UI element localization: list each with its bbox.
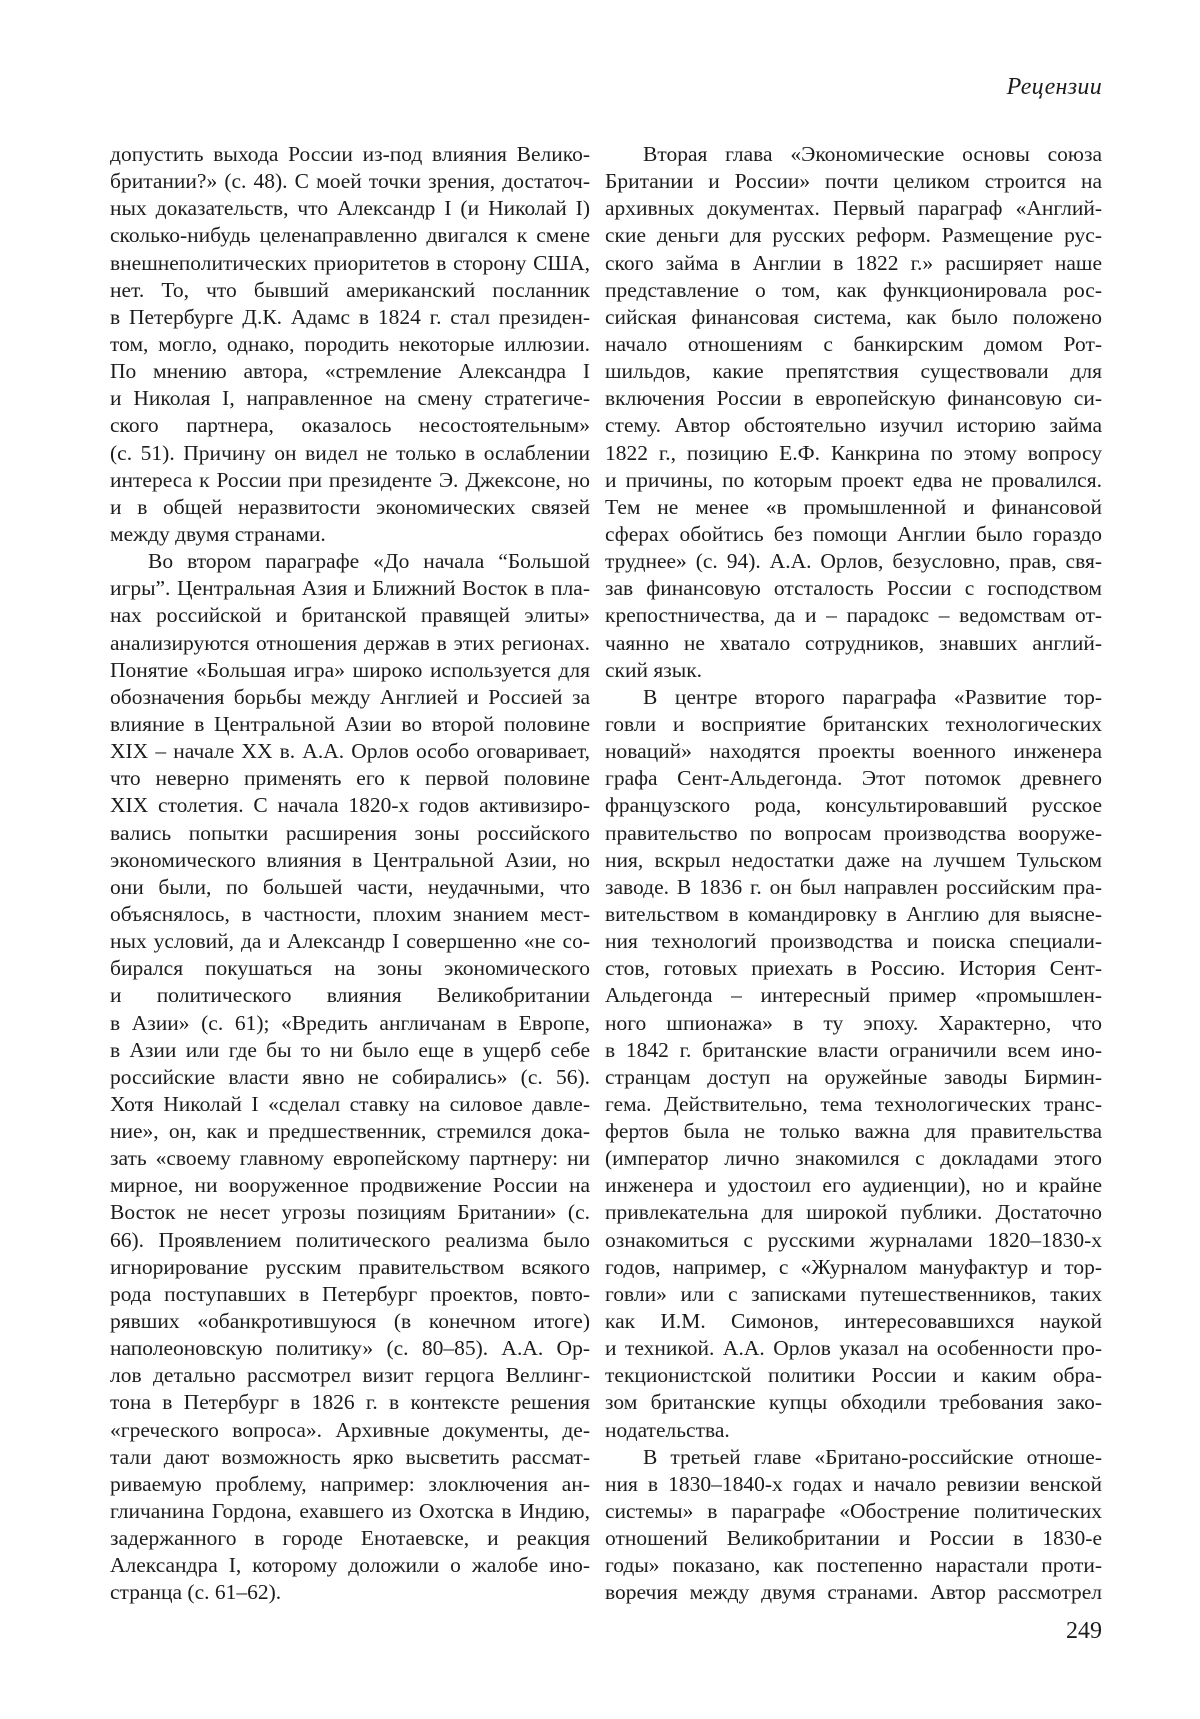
text-line: мирное, ни вооруженное продвижение России на <box>110 1173 590 1198</box>
text-line: отношений Великобритании и России в 1830-е <box>605 1526 1102 1551</box>
text-line: нах российской и британской правящей элиты» <box>110 603 590 628</box>
text-line: ского займа в Англии в 1822 г.» расширяет наше <box>605 250 1102 275</box>
text-line: что неверно применять его к первой половине <box>110 766 590 791</box>
text-line: британии?» (с. 48). С моей точки зрения, достаточ- <box>110 169 590 194</box>
text-line: (император лично знакомился с докладами этого <box>605 1146 1102 1171</box>
text-line: обозначения борьбы между Англией и Россией за <box>110 684 590 709</box>
text-line: архивных документах. Первый параграф «Англий- <box>605 196 1102 221</box>
text-line: вались попытки расширения зоны российского <box>110 820 590 845</box>
text-line: представление о том, как функционировала рос- <box>605 277 1102 302</box>
text-line: и в общей неразвитости экономических связей <box>110 494 590 519</box>
text-line: включения России в европейскую финансовую си- <box>605 386 1102 411</box>
text-line: они были, по большей части, неудачными, что <box>110 874 590 899</box>
text-line: ных условий, да и Александр I совершенно «не со- <box>110 929 590 954</box>
text-line: 1822 г., позицию Е.Ф. Канкрина по этому вопросу <box>605 440 1102 465</box>
text-line: графа Сент-Альдегонда. Этот потомок древнего <box>605 766 1102 791</box>
text-line: зом британские купцы обходили требования зако- <box>605 1390 1102 1415</box>
text-line: фертов была не только важна для правительства <box>605 1119 1102 1144</box>
text-line: Вторая глава «Экономические основы союза <box>643 142 1102 166</box>
text-line: нет. То, что бывший американский посланник <box>110 277 590 302</box>
text-line: воречия между двумя странами. Автор рассмотрел <box>605 1580 1102 1605</box>
text-line: гличанина Гордона, ехавшего из Охотска в Индию, <box>110 1499 590 1524</box>
text-line: крепостничества, да и – парадокс – ведомствам от- <box>605 603 1102 628</box>
text-line: Британии и России» почти целиком строится на <box>605 169 1102 194</box>
text-line: вительством в командировку в Англию для выясне- <box>605 901 1102 926</box>
text-line: в Азии или где бы то ни было еще в ущерб себе <box>110 1037 590 1062</box>
text-line: внешнеполитических приоритетов в сторону США, <box>110 250 590 275</box>
text-line: По мнению автора, «стремление Александра I <box>110 359 590 384</box>
text-line: наполеоновскую политику» (с. 80–85). А.А. Ор- <box>110 1336 590 1361</box>
text-line: и политического влияния Великобритании <box>110 983 590 1008</box>
text-line: ных доказательств, что Александр I (и Николай I) <box>110 196 590 221</box>
text-line: игры”. Центральная Азия и Ближний Восток в пла- <box>110 576 590 601</box>
text-line: в Петербурге Д.К. Адамс в 1824 г. стал президен- <box>110 304 590 329</box>
text-line: ского партнера, оказалось несостоятельным» <box>110 413 590 438</box>
text-line: сферах обойтись без помощи Англии было гораздо <box>605 521 1102 546</box>
text-line: зав финансовую отсталость России с господством <box>605 576 1102 601</box>
text-line: Хотя Николай I «сделал ставку на силовое давле- <box>110 1091 590 1116</box>
text-line: сийская финансовая система, как было положено <box>605 304 1102 329</box>
text-line: правительство по вопросам производства вооруже- <box>605 820 1102 845</box>
text-line: странца (с. 61–62). <box>110 1580 282 1605</box>
text-line: Александра I, которому доложили о жалобе ино- <box>110 1553 590 1578</box>
text-line: Понятие «Большая игра» широко используется для <box>110 657 590 682</box>
text-line: ознакомиться с русскими журналами 1820–1830-х <box>605 1227 1102 1252</box>
text-line: В центре второго параграфа «Развитие тор- <box>643 684 1102 709</box>
text-line: (с. 51). Причину он видел не только в ослаблении <box>110 440 590 465</box>
text-line: «греческого вопроса». Архивные документы, де- <box>110 1417 590 1442</box>
text-line: системы» в параграфе «Обострение политических <box>605 1499 1102 1524</box>
text-line: ский язык. <box>605 657 703 682</box>
text-line: годы» показано, как постепенно нарастали проти- <box>605 1553 1102 1578</box>
text-line: бирался покушаться на зоны экономического <box>110 956 590 981</box>
text-line: нодательства. <box>605 1417 730 1442</box>
text-line: тона в Петербург в 1826 г. в контексте решения <box>110 1390 590 1415</box>
text-line: новаций» находятся проекты военного инженера <box>605 739 1102 764</box>
text-line: рявших «обанкротившуюся (в конечном итоге) <box>110 1309 590 1334</box>
text-line: анализируются отношения держав в этих регионах. <box>110 630 590 655</box>
text-line: шильдов, какие препятствия существовали для <box>605 359 1102 384</box>
text-line: заводе. В 1836 г. он был направлен российским пра- <box>605 874 1102 899</box>
text-line: Тем не менее «в промышленной и финансовой <box>605 494 1102 519</box>
text-line: труднее» (с. 94). А.А. Орлов, безусловно, прав, свя- <box>605 549 1102 574</box>
text-line: ские деньги для русских реформ. Размещение рус- <box>605 223 1102 248</box>
text-line: говли» или с записками путешественников, таких <box>605 1281 1102 1306</box>
text-line: Альдегонда – интересный пример «промышлен- <box>605 983 1102 1008</box>
text-line: и Николая I, направленное на смену стратегиче- <box>110 386 590 411</box>
text-line: 66). Проявлением политического реализма было <box>110 1227 590 1252</box>
text-line: годов, например, с «Журналом мануфактур и тор- <box>605 1254 1102 1279</box>
text-line: стему. Автор обстоятельно изучил историю займа <box>605 413 1102 438</box>
text-line: экономического влияния в Центральной Азии, но <box>110 847 590 872</box>
text-line: как И.М. Симонов, интересовавшихся наукой <box>605 1309 1102 1334</box>
text-line: XIX столетия. С начала 1820-х годов активизиро- <box>110 793 590 818</box>
text-line: риваемую проблему, например: злоключения ан- <box>110 1471 590 1496</box>
text-line: ния в 1830–1840-х годах и начало ревизии венской <box>605 1471 1102 1496</box>
text-line: говли и восприятие британских технологических <box>605 711 1102 736</box>
text-line: российские власти явно не собирались» (с. 56). <box>110 1064 590 1089</box>
text-line: XIX – начале XX в. А.А. Орлов особо оговаривает, <box>110 739 590 764</box>
text-line: ного шпионажа» в ту эпоху. Характерно, что <box>605 1010 1102 1035</box>
text-line: начало отношениям с банкирским домом Рот- <box>605 331 1102 356</box>
text-line: том, могло, однако, породить некоторые иллюзии. <box>110 331 590 356</box>
text-line: допустить выхода России из-под влияния Велико- <box>110 142 590 166</box>
text-line: и техникой. А.А. Орлов указал на особенности про- <box>605 1336 1102 1361</box>
text-line: ния, вскрыл недостатки даже на лучшем Тульском <box>605 847 1102 872</box>
text-line: ния технологий производства и поиска специали- <box>605 929 1102 954</box>
running-header: Рецензии <box>1006 74 1102 100</box>
text-line: стов, готовых приехать в Россию. История Сент- <box>605 956 1102 981</box>
text-line: странцам доступ на оружейные заводы Бирмин- <box>605 1064 1102 1089</box>
page-number: 249 <box>1066 1618 1102 1644</box>
text-line: Во втором параграфе «До начала “Большой <box>148 549 590 574</box>
text-line: привлекательна для широкой публики. Достаточно <box>605 1200 1102 1225</box>
text-line: зать «своему главному европейскому партнеру: ни <box>110 1146 590 1171</box>
text-line: в Азии» (с. 61); «Вредить англичанам в Европе, <box>110 1010 590 1035</box>
text-line: между двумя странами. <box>110 521 326 546</box>
text-line: лов детально рассмотрел визит герцога Веллинг- <box>110 1363 590 1388</box>
text-line: ние», он, как и предшественник, стремился дока- <box>110 1119 590 1144</box>
text-column-left <box>110 141 590 1607</box>
text-line: задержанного в городе Енотаевске, и реакция <box>110 1526 590 1551</box>
text-line: сколько-нибудь целенаправленно двигался к смене <box>110 223 590 248</box>
text-line: объяснялось, в частности, плохим знанием мест- <box>110 901 590 926</box>
text-line: гема. Действительно, тема технологических транс- <box>605 1091 1102 1116</box>
text-line: чаянно не хватало сотрудников, знавших англий- <box>605 630 1102 655</box>
text-line: игнорирование русским правительством всякого <box>110 1254 590 1279</box>
text-line: В третьей главе «Британо-российские отноше- <box>643 1444 1102 1469</box>
text-line: интереса к России при президенте Э. Джексоне, но <box>110 467 590 492</box>
text-line: и причины, по которым проект едва не провалился. <box>605 467 1102 492</box>
text-line: тали дают возможность ярко высветить рассмат- <box>110 1444 590 1469</box>
text-line: влияние в Центральной Азии во второй половине <box>110 711 590 736</box>
text-line: инженера и удостоил его аудиенции), но и крайне <box>605 1173 1102 1198</box>
text-line: текционистской политики России и каким обра- <box>605 1363 1102 1388</box>
text-line: Восток не несет угрозы позициям Британии» (с. <box>110 1200 590 1225</box>
text-column-right <box>605 141 1102 1607</box>
text-line: французского рода, консультировавший русское <box>605 793 1102 818</box>
text-line: рода поступавших в Петербург проектов, повто- <box>110 1281 590 1306</box>
text-line: в 1842 г. британские власти ограничили всем ино- <box>605 1037 1102 1062</box>
